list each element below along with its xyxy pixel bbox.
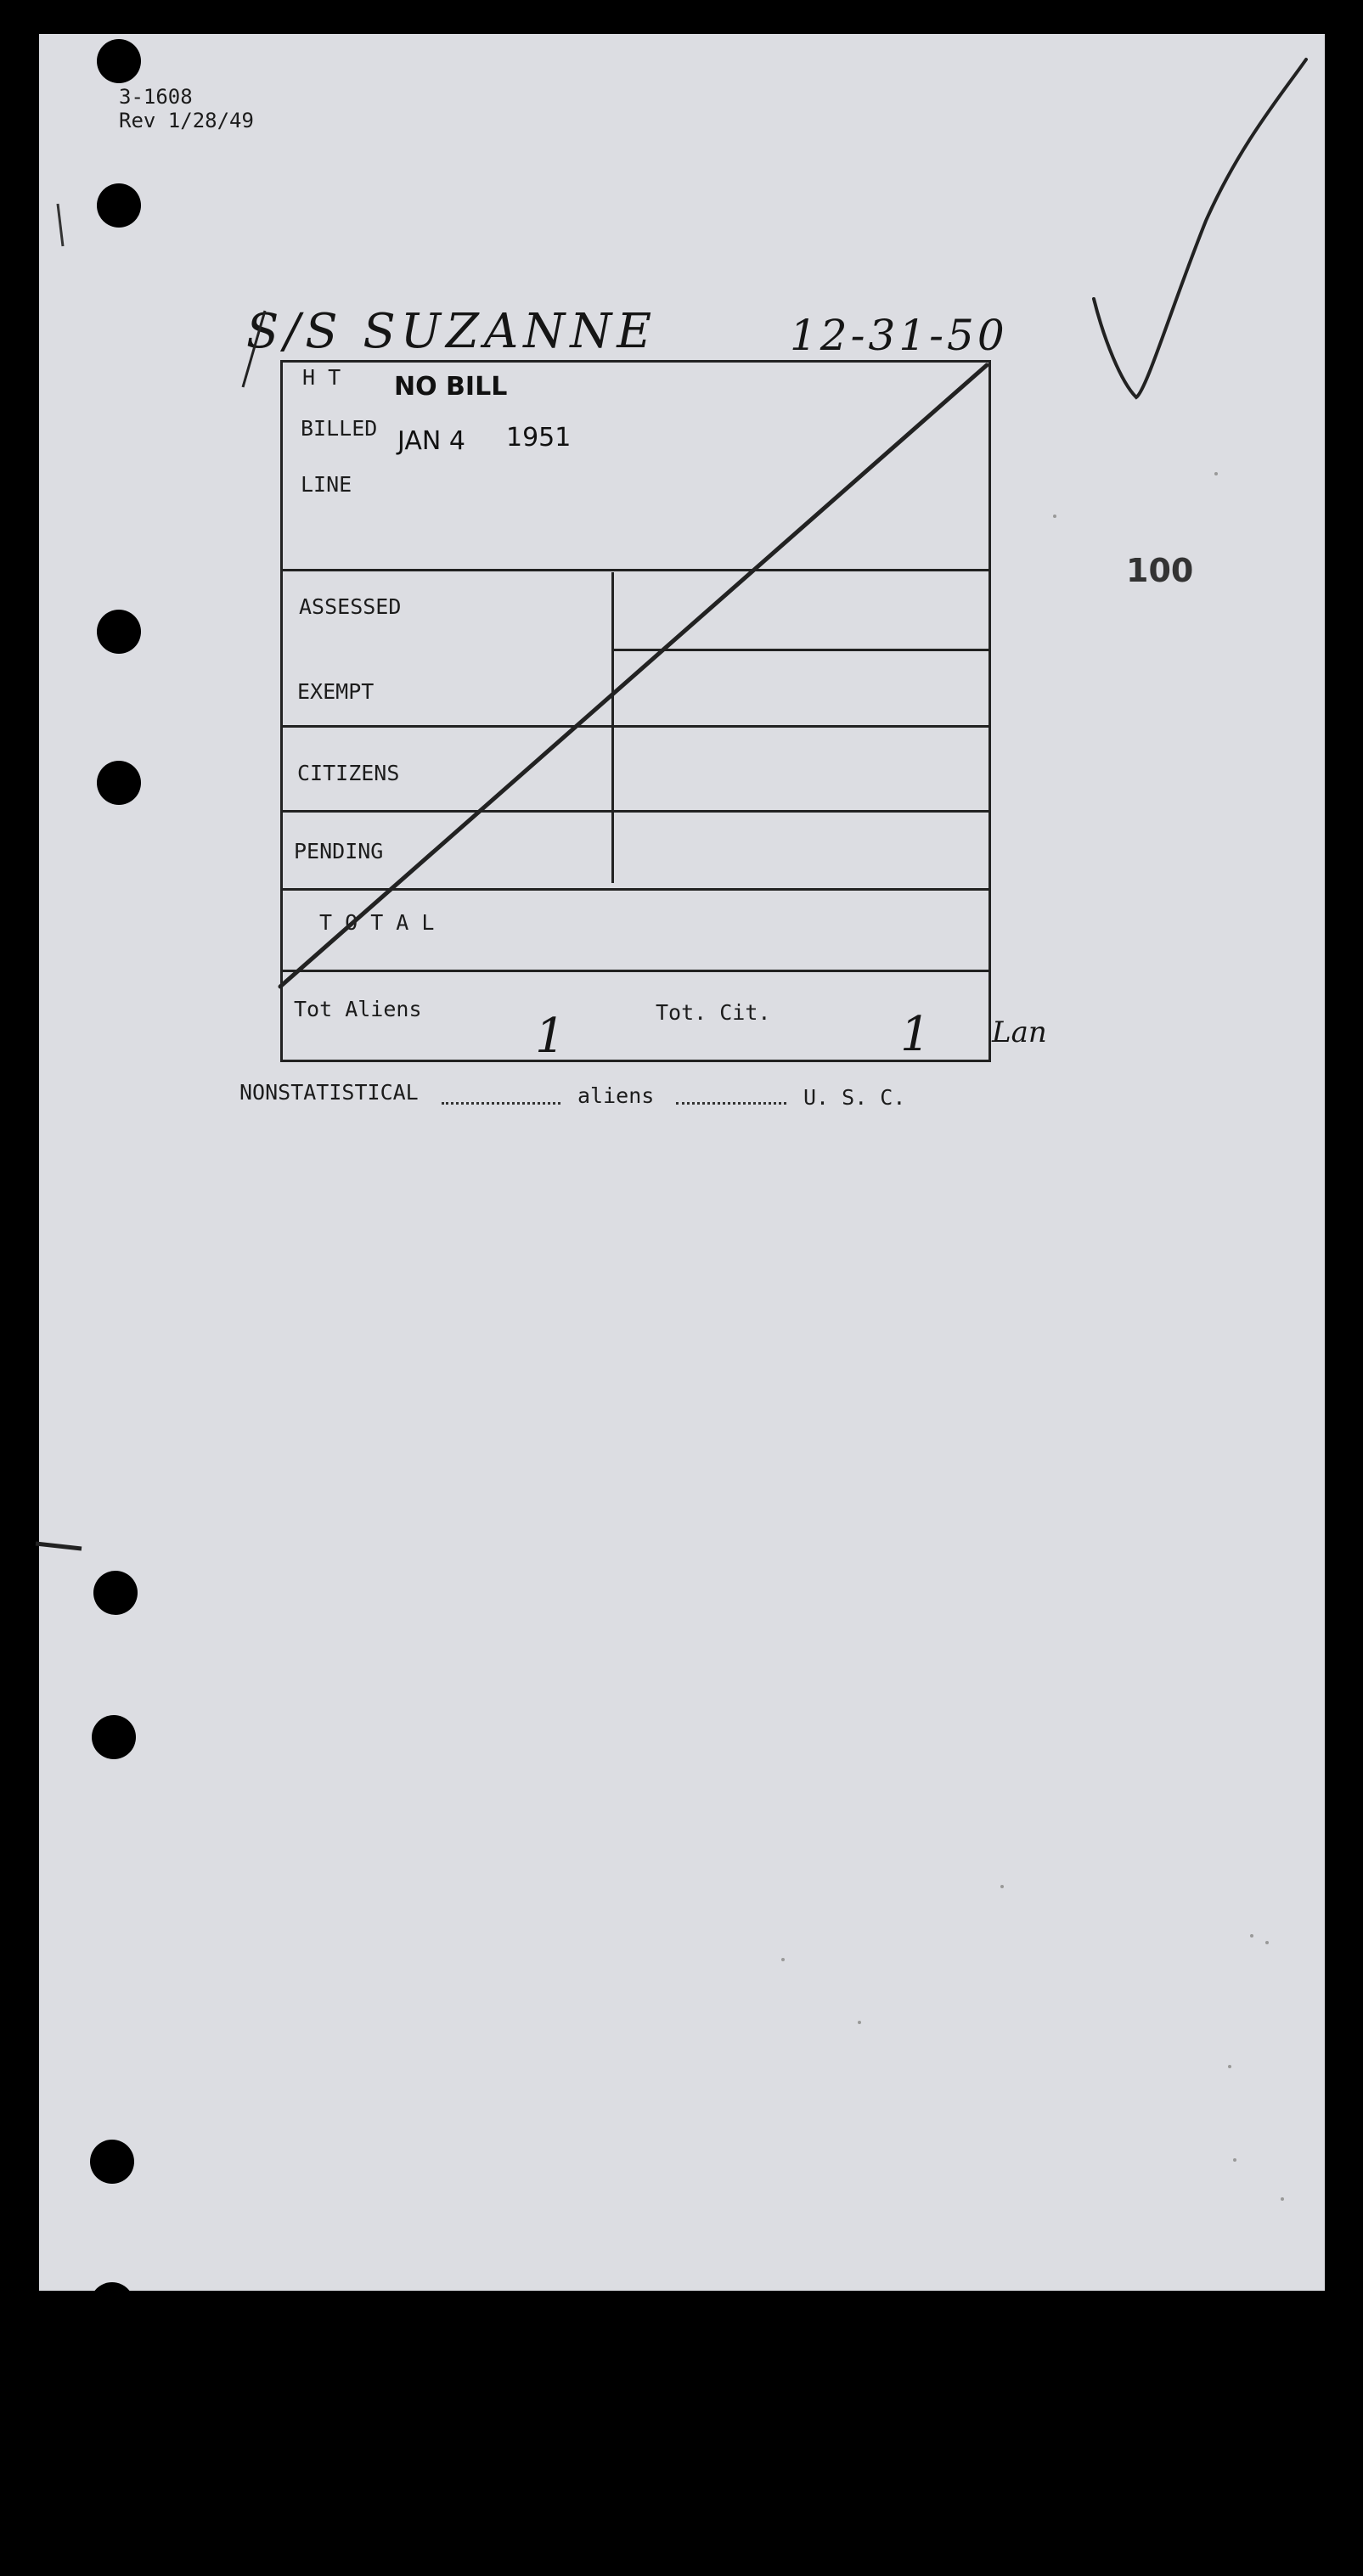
label-billed: BILLED	[301, 416, 378, 441]
slash-mark	[243, 311, 265, 387]
paper-speck	[1000, 1885, 1004, 1888]
paper-speck	[1053, 515, 1056, 518]
paper-speck	[1250, 1934, 1253, 1938]
label-tot-aliens: Tot Aliens	[294, 997, 422, 1021]
label-citizens: CITIZENS	[297, 761, 400, 785]
label-assessed: ASSESSED	[299, 594, 402, 619]
paper-speck	[781, 1958, 785, 1961]
paper-speck	[1233, 2158, 1236, 2162]
paper-speck	[1281, 2197, 1284, 2201]
label-total: T O T A L	[319, 910, 435, 935]
label-ht: H T	[302, 365, 341, 390]
page-number: 100	[1126, 552, 1194, 589]
margin-tick	[58, 204, 63, 246]
initials: Lan	[992, 1015, 1047, 1049]
margin-tick	[36, 1544, 82, 1549]
strike-through-line	[280, 365, 987, 987]
paper-speck	[1228, 2065, 1231, 2068]
form-number: 3-1608	[119, 85, 193, 109]
label-line: LINE	[301, 472, 352, 497]
paper-speck	[858, 2021, 861, 2024]
billed-year-stamp: 1951	[506, 423, 572, 453]
aliens-label: aliens	[577, 1083, 655, 1108]
no-bill-stamp: NO BILL	[394, 372, 508, 402]
label-tot-cit: Tot. Cit.	[656, 1000, 771, 1025]
paper-speck	[1214, 472, 1218, 475]
checkmark-icon	[1094, 59, 1306, 397]
nonstatistical-label: NONSTATISTICAL	[239, 1080, 419, 1105]
form-revision: Rev 1/28/49	[119, 109, 254, 132]
paper-speck	[1265, 1941, 1269, 1944]
ship-date: 12-31-50	[790, 311, 1008, 360]
billed-date-stamp: JAN 4	[397, 426, 465, 456]
label-exempt: EXEMPT	[297, 679, 375, 704]
ship-name: S/S SUZANNE	[246, 304, 657, 359]
tot-aliens-value: 1	[535, 1009, 566, 1064]
label-pending: PENDING	[294, 839, 384, 863]
tot-cit-value: 1	[900, 1007, 931, 1062]
usc-label: U. S. C.	[803, 1085, 906, 1110]
